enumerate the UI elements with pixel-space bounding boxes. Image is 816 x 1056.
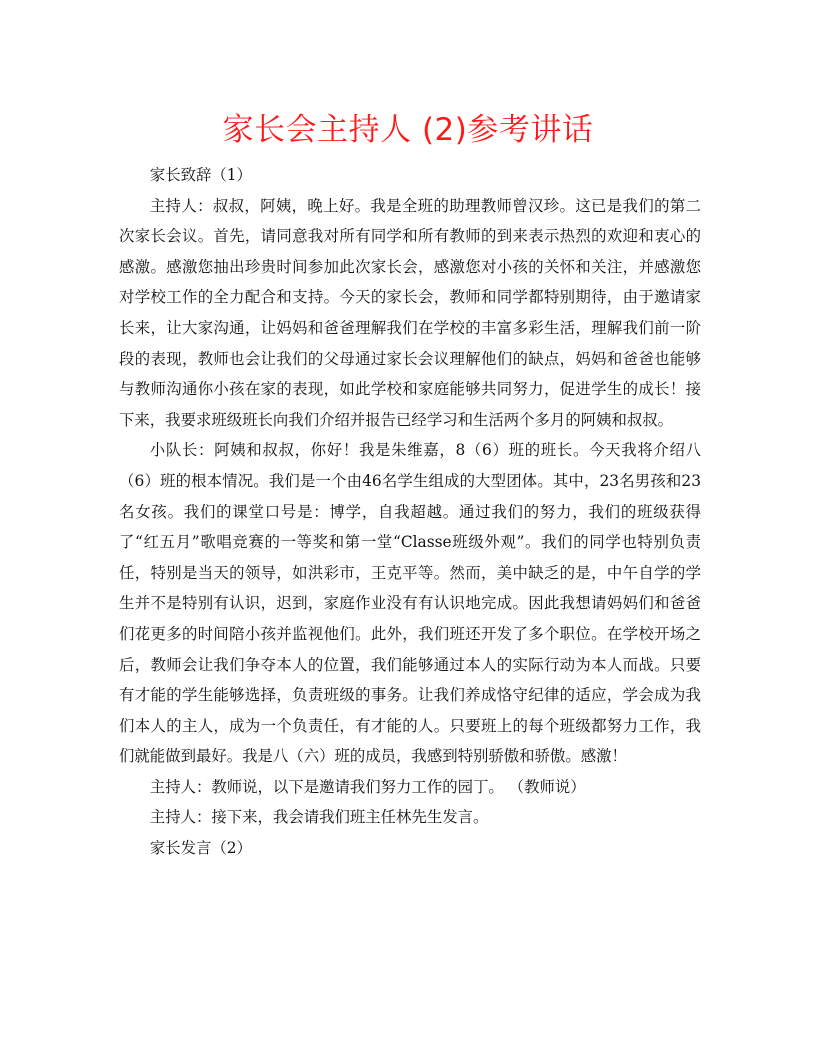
paragraph-class-monitor-speech: 小队长：阿姨和叔叔，你好！我是朱维嘉，8（6）班的班长。今天我将介绍八（6）班的根本情况。我们是一个由46名学生组成的大型团体。其中，23名男孩和23名女孩。我们的课堂口号是：博学，自我超越。通过我们的努力，我们的班级获得了“红五月”歌唱竞赛的一等奖和第一堂“Classe班级外观”。我们的同学也特别负责任，特别是当天的领导，如洪彩市，王克平等。然而，美中缺乏的是，中午自学的学生并不是特别有认识，迟到，家庭作业没有有认识地完成。因此我想请妈妈们和爸爸们花更多的时间陪小孩并监视他们。此外，我们班还开发了多个职位。在学校开场之后，教师会让我们争夺本人的位置，我们能够通过本人的实际行动为本人而战。只要有才能的学生能够选择，负责班级的事务。让我们养成恪守纪律的适应，学会成为我们本人的主人，成为一个负责任，有才能的人。只要班上的每个班级都努力工作，我们就能做到最好。我是八（六）班的成员，我感到特别骄傲和骄傲。感激！ [119, 441, 701, 766]
section-heading-parent-speech-1: 家长致辞（1） [149, 166, 252, 184]
paragraph-host-opening: 主持人：叔叔，阿姨，晚上好。我是全班的助理教师曾汉珍。这已是我们的第二次家长会议。首先，请同意我对所有同学和所有教师的到来表示热烈的欢迎和衷心的感激。感激您抽出珍贵时间参加此次家长会，感激您对小孩的关怀和关注，并感激您对学校工作的全力配合和支持。今天的家长会，教师和同学都特别期待，由于邀请家长来，让大家沟通，让妈妈和爸爸理解我们在学校的丰富多彩生活，理解我们前一阶段的表现，教师也会让我们的父母通过家长会议理解他们的缺点，妈妈和爸爸也能够与教师沟通你小孩在家的表现，如此学校和家庭能够共同努力，促进学生的成长！接下来，我要求班级班长向我们介绍并报告已经学习和生活两个多月的阿姨和叔叔。 [119, 196, 701, 429]
paragraph-host-teacher-intro: 主持人：教师说，以下是邀请我们努力工作的园丁。 （教师说） [149, 777, 586, 796]
document-title: 家长会主持人 (2)参考讲话 [222, 112, 594, 148]
document-body [119, 160, 701, 864]
section-heading-parent-speech-2: 家长发言（2） [149, 839, 252, 858]
paragraph-host-head-teacher-intro: 主持人：接下来，我会请我们班主任林先生发言。 [149, 808, 489, 827]
